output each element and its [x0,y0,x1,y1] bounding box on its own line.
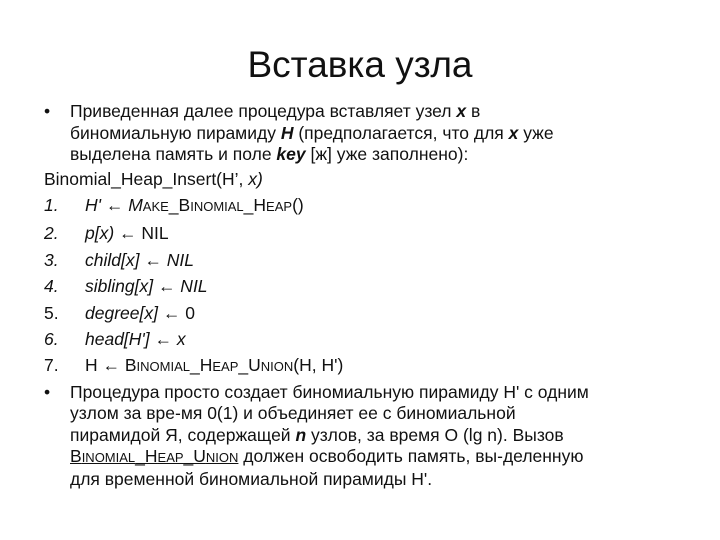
procedure-signature: Binomial_Heap_Insert(H’, x) [44,168,263,189]
step-2: 2. p[x) ← NIL [44,223,169,244]
intro-line-1: Приведенная далее процедура вставляет узел x в [70,101,481,121]
summary-line-4: BINOMIAL_HEAP_UNION должен освободить память, вы-деленную [70,446,584,467]
step-7: 7. H ← BINOMIAL_HEAP_UNION(H, H') [44,355,344,376]
bullet-dot: • [44,101,51,121]
summary-line-5: для временной биномиальной пирамиды H'. [70,468,433,489]
summary-line-1: Процедура просто создает биномиальную пирамиду H' с одним [70,381,589,402]
intro-bullet [44,101,704,166]
step-6: 6. head[H'] ← x [44,328,186,349]
slide-title: Вставка узла [247,44,473,85]
summary-bullet [44,382,704,491]
step-1: 1. H' ← MAKE_BINOMIAL_HEAP() [44,194,304,215]
bullet-dot: • [44,381,51,402]
slide-content [44,101,704,490]
binomial-heap-union-term: BINOMIAL_HEAP_UNION [70,446,239,467]
step-3: 3. child[x] ← NIL [44,249,194,270]
step-5: 5. degree[x] ← 0 [44,302,195,323]
summary-line-2: узлом за вре-мя 0(1) и объединяет ее с биномиальной [70,403,516,424]
intro-line-3: выделена память и поле key [ж] уже заполнено): [70,144,469,164]
intro-line-2: биномиальную пирамиду H (предполагается, что для x уже [70,122,554,143]
summary-line-3: пирамидой Я, содержащей n узлов, за время О (lg n). Вызов [70,424,564,445]
procedure-steps [44,192,704,381]
step-4: 4. sibling[x] ← NIL [44,276,208,297]
